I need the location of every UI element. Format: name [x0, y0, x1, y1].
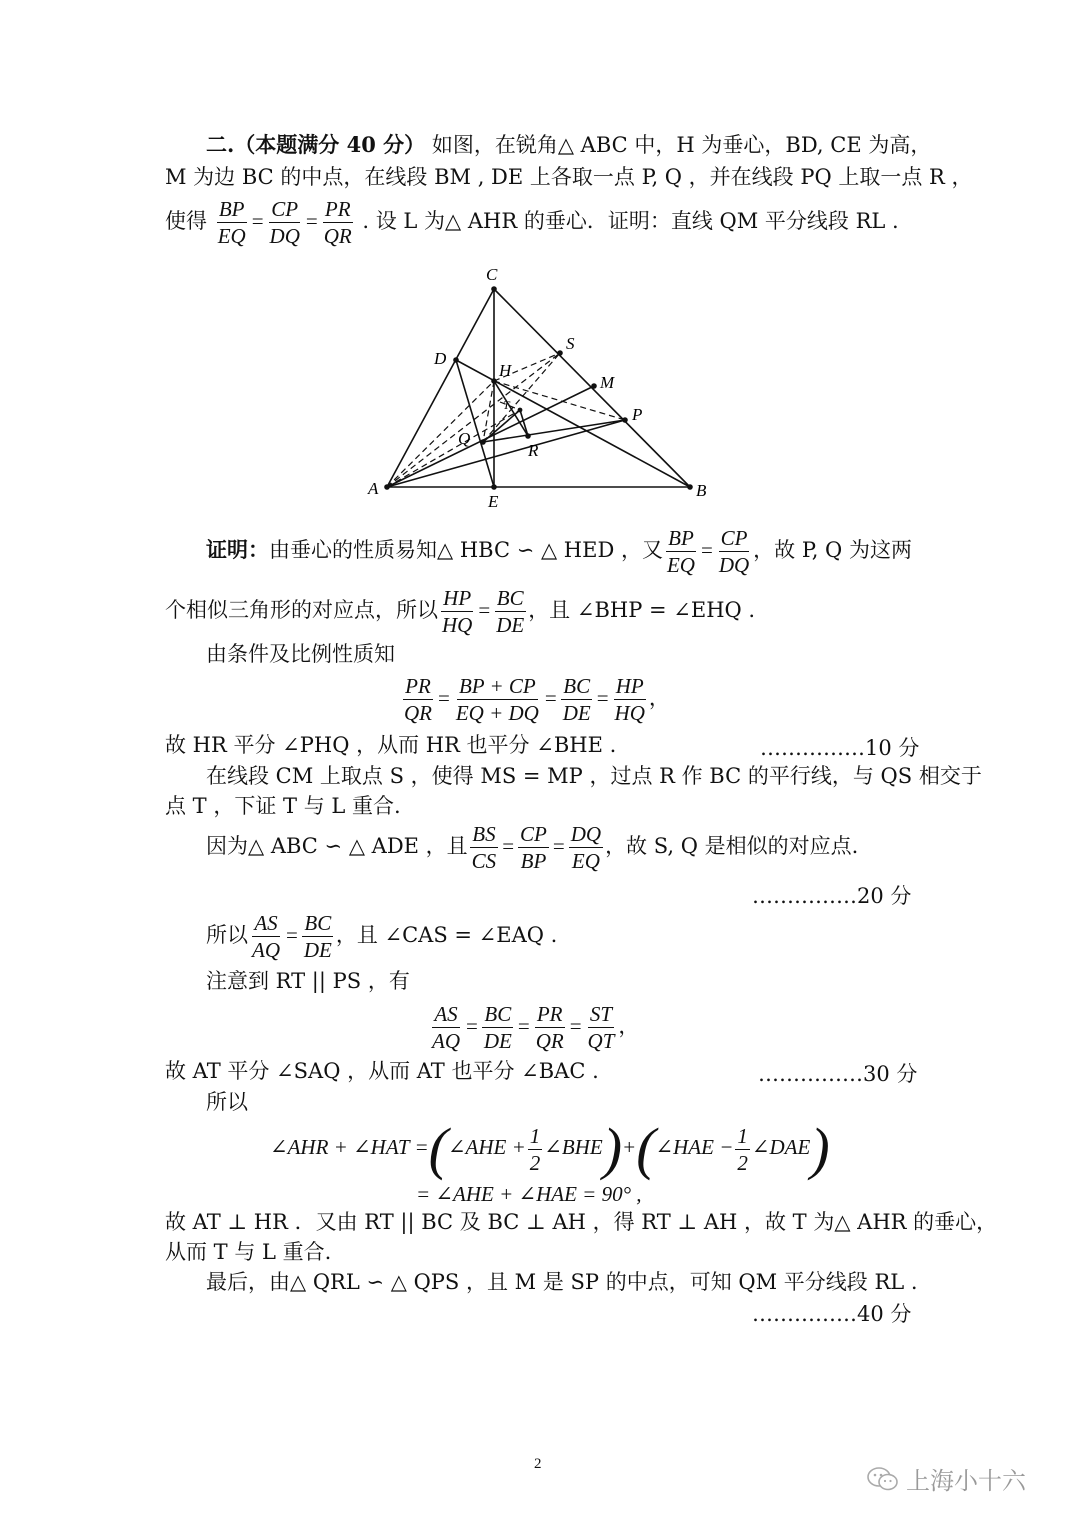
proof-line-8: 所以 $\frac{AS}{AQ}$ = $\frac{BC}{DE}$ ，且 ∠CAS = ∠EAQ . — [206, 911, 558, 962]
segment-BC — [494, 289, 690, 487]
score-20: ……………20 分 — [752, 884, 912, 908]
point-C — [491, 286, 497, 292]
label-E: E — [488, 492, 499, 510]
score-40: ……………40 分 — [752, 1302, 912, 1326]
label-Q: Q — [458, 429, 471, 448]
point-Q — [480, 439, 486, 445]
label-R: R — [528, 441, 539, 460]
point-E — [491, 484, 497, 490]
segment-TR — [520, 410, 528, 436]
fraction: $\frac{BC}{DE}$ — [303, 911, 332, 962]
fraction: $\frac{BC}{DE}$ — [562, 674, 591, 725]
problem-text-3b: . 设 L 为△ AHR 的垂心．证明：直线 QM 平分线段 RL . — [362, 209, 899, 233]
fraction: $\frac{CP}{DQ}$ — [718, 526, 750, 577]
label-C: C — [486, 265, 498, 284]
problem-line-2: M 为边 BC 的中点，在线段 BM , DE 上各取一点 P, Q ，并在线段 PQ 上取一点 R ， — [165, 165, 973, 189]
fraction: $\frac{HP}{HQ}$ — [614, 674, 645, 725]
segment-BD — [456, 360, 690, 487]
fraction: $\frac{HP}{HQ}$ — [442, 586, 473, 637]
problem-heading: 二.（本题满分 40 分） — [206, 132, 426, 157]
label-A: A — [368, 479, 379, 498]
proof-line-12: 故 AT ⊥ HR ．又由 RT || BC 及 BC ⊥ AH ，得 RT ⊥ AH ，故 T 为△ AHR 的垂心， — [165, 1210, 998, 1234]
page-number: 2 — [534, 1456, 542, 1472]
equation-2: $\frac{AS}{AQ}$ = $\frac{BC}{DE}$ = $\frac{PR}{QR}$ = $\frac{ST}{QT}$ ， — [432, 1002, 640, 1053]
fraction: $\frac{AS}{AQ}$ — [252, 911, 280, 962]
fraction: $\frac{PR}{QR}$ — [535, 1002, 564, 1053]
fraction: $\frac{PR}{QR}$ — [404, 674, 432, 725]
proof-line-10: 故 AT 平分 ∠SAQ ，从而 AT 也平分 ∠BAC . — [165, 1059, 599, 1083]
label-H: H — [499, 361, 512, 380]
wechat-icon — [866, 1465, 900, 1499]
fraction: $\frac{ST}{QT}$ — [587, 1002, 615, 1053]
proof-line-11: 所以 — [206, 1090, 248, 1114]
problem-text-1: 如图，在锐角△ ABC 中，H 为垂心，BD, CE 为高， — [431, 133, 932, 157]
proof-text: 个相似三角形的对应点，所以 — [165, 598, 438, 622]
proof-line-3: 由条件及比例性质知 — [206, 642, 395, 666]
fraction: $\frac{CP}{DQ}$ — [269, 197, 300, 248]
segment-DE — [456, 360, 494, 487]
segment-AC — [387, 289, 494, 487]
proof-line-7: 因为△ ABC ∽ △ ADE ，且 $\frac{BS}{CS}$ = $\frac{CP}{BP}$ = $\frac{DQ}{EQ}$ ，故 S, Q 是相似的对应点. — [206, 822, 859, 873]
point-D — [453, 357, 459, 363]
fraction: $\frac{1}{2}$ — [737, 1123, 748, 1175]
point-S — [557, 350, 563, 356]
point-H — [491, 378, 497, 384]
proof-text: ，且 ∠CAS = ∠EAQ . — [335, 923, 558, 947]
watermark-text: 上海小十六 — [906, 1467, 1026, 1495]
fraction: $\frac{1}{2}$ — [529, 1123, 541, 1175]
fraction: $\frac{BC}{DE}$ — [483, 1002, 512, 1053]
proof-text: 因为△ ABC ∽ △ ADE ，且 — [206, 834, 468, 858]
fraction: $\frac{BP}{EQ}$ — [217, 197, 246, 248]
label-S: S — [566, 334, 575, 353]
problem-line-1 — [206, 131, 931, 159]
point-B — [687, 484, 693, 490]
score-30: ……………30 分 — [758, 1062, 918, 1086]
proof-line-6: 点 T ，下证 T 与 L 重合. — [165, 794, 401, 818]
equation-3: ∠AHR + ∠HAT =(∠AHE + $\frac{1}{2}$ ∠BHE)+(∠HAE − $\frac{1}{2}$ ∠DAE) — [270, 1116, 830, 1182]
fraction: $\frac{AS}{AQ}$ — [432, 1002, 460, 1053]
geometry-figure — [360, 260, 720, 510]
equation-3-line-2: = ∠AHE + ∠HAE = 90° , — [416, 1182, 642, 1206]
problem-line-3: 使得 $\frac{BP}{EQ}$ = $\frac{CP}{DQ}$ = $\frac{PR}{QR}$ . 设 L 为△ AHR 的垂心．证明：直线 QM 平分线段 RL . — [165, 197, 899, 248]
proof-text: 由垂心的性质易知△ HBC ∽ △ HED ，又 — [269, 538, 663, 562]
point-R — [525, 433, 531, 439]
point-A — [384, 484, 390, 490]
proof-line-9: 注意到 RT || PS ，有 — [206, 969, 410, 993]
proof-text: ，且 ∠BHP = ∠EHQ . — [528, 598, 756, 622]
proof-text: ，故 P, Q 为这两 — [753, 538, 912, 562]
equation-1: $\frac{PR}{QR}$ = $\frac{BP + CP}{EQ + DQ}$ = $\frac{BC}{DE}$ = $\frac{HP}{HQ}$ ， — [404, 674, 670, 725]
fraction: $\frac{PR}{QR}$ — [323, 197, 352, 248]
watermark — [866, 1461, 1026, 1499]
proof-line-5: 在线段 CM 上取点 S ，使得 MS = MP ，过点 R 作 BC 的平行线，与 QS 相交于 — [206, 764, 982, 788]
score-10: ……………10 分 — [760, 736, 920, 760]
proof-line-1: 证明：由垂心的性质易知△ HBC ∽ △ HED ，又 $\frac{BP}{EQ}$ = $\frac{CP}{DQ}$ ，故 P, Q 为这两 — [206, 526, 912, 577]
proof-text: 所以 — [206, 923, 248, 947]
segment-AP — [387, 420, 625, 487]
point-M — [591, 383, 597, 389]
proof-line-4: 故 HR 平分 ∠PHQ ，从而 HR 也平分 ∠BHE . — [165, 733, 617, 757]
fraction: $\frac{BC}{DE}$ — [496, 586, 525, 637]
problem-text-3a: 使得 — [165, 209, 207, 233]
fraction: $\frac{BP + CP}{EQ + DQ}$ — [455, 674, 539, 725]
point-T — [518, 408, 523, 413]
proof-text: ，故 S, Q 是相似的对应点. — [605, 834, 859, 858]
proof-line-14: 最后，由△ QRL ∽ △ QPS ，且 M 是 SP 的中点，可知 QM 平分线段 RL . — [206, 1270, 918, 1294]
label-B: B — [696, 481, 707, 500]
label-D: D — [434, 349, 447, 368]
fraction: $\frac{CP}{BP}$ — [520, 822, 547, 873]
point-P — [622, 417, 628, 423]
proof-line-13: 从而 T 与 L 重合. — [165, 1240, 332, 1264]
fraction: $\frac{BP}{EQ}$ — [666, 526, 695, 577]
proof-line-2: 个相似三角形的对应点，所以 $\frac{HP}{HQ}$ = $\frac{BC}{DE}$ ，且 ∠BHP = ∠EHQ . — [165, 586, 756, 637]
proof-lead: 证明： — [206, 537, 269, 562]
fraction: $\frac{BS}{CS}$ — [471, 822, 497, 873]
label-T: T — [503, 398, 510, 412]
label-M: M — [600, 373, 615, 392]
label-P: P — [632, 405, 643, 424]
fraction: $\frac{DQ}{EQ}$ — [570, 822, 602, 873]
